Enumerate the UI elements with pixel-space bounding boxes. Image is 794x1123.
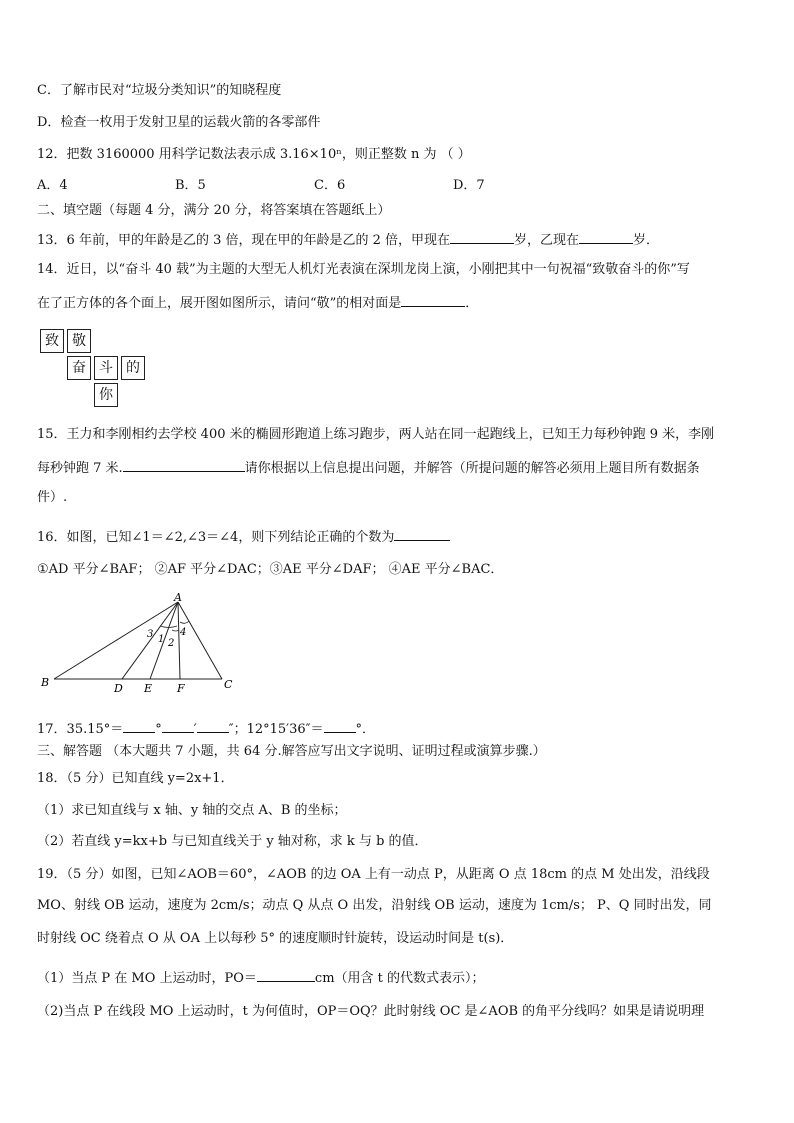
- question-18-part-1: （1）求已知直线与 x 轴、y 轴的交点 A、B 的坐标；: [37, 803, 347, 818]
- q12-option-a: A．4: [37, 178, 68, 193]
- q16-text: 16．如图，已知∠1＝∠2,∠3＝∠4，则下列结论正确的个数为: [37, 530, 395, 545]
- label-a: A: [174, 592, 182, 604]
- net-face: 致: [40, 329, 64, 353]
- angle-arc: [180, 621, 189, 623]
- section-2-heading: 二、填空题（每题 4 分，满分 20 分，将答案填在答题纸上）: [37, 203, 391, 218]
- option-d: D．检查一枚用于发射卫星的运载火箭的各零部件: [37, 115, 321, 130]
- question-14-line-1: 14．近日，以“奋斗 40 载”为主题的大型无人机灯光表演在深圳龙岗上演，小刚把其中一句祝福“致敬奋斗的你”写: [37, 262, 690, 277]
- question-14-line-2: [37, 292, 478, 313]
- net-face: 的: [121, 356, 145, 380]
- label-angle-1: 1: [158, 634, 165, 645]
- net-face: 斗: [94, 356, 118, 380]
- answer-blank[interactable]: [450, 229, 514, 244]
- question-15-line-3: 件）.: [37, 490, 68, 505]
- label-angle-2: 2: [168, 638, 175, 649]
- label-angle-3: 3: [147, 629, 154, 640]
- label-e: E: [144, 682, 153, 695]
- q17-text-b: °: [155, 722, 162, 737]
- q13-text-a: 13．6 年前，甲的年龄是乙的 3 倍，现在甲的年龄是乙的 2 倍，甲现在: [37, 233, 451, 248]
- q13-text-b: 岁，乙现在: [514, 233, 580, 248]
- question-19-line-1: 19．（5 分）如图，已知∠AOB＝60°，∠AOB 的边 OA 上有一动点 P，从距离 O 点 18cm 的点 M 处出发，沿线段: [37, 867, 710, 882]
- answer-blank[interactable]: [324, 718, 356, 733]
- q17-text-d: ″；12°15′36″＝: [228, 722, 324, 737]
- label-b: B: [41, 676, 50, 689]
- q13-text-c: 岁．: [633, 233, 660, 248]
- question-19-line-2: MO、射线 OB 运动，速度为 2cm/s；动点 Q 从点 O 出发，沿射线 OB 运动，速度为 1cm/s； P、Q 同时出发，同: [37, 898, 712, 913]
- question-17: [37, 718, 375, 739]
- q19-1-text-b: cm（用含 t 的代数式表示）；: [314, 971, 485, 986]
- question-19-line-3: 时射线 OC 绕着点 O 从 OA 上以每秒 5° 的速度顺时针旋转，设运动时间是 t(s)．: [37, 931, 514, 946]
- angle-arc: [172, 630, 179, 631]
- answer-blank[interactable]: [123, 718, 155, 733]
- label-angle-4: 4: [180, 627, 187, 638]
- triangle-figure: [30, 592, 240, 696]
- question-18: 18．（5 分）已知直线 y=2x+1．: [37, 771, 234, 786]
- answer-blank[interactable]: [162, 718, 194, 733]
- q17-text-a: 17．35.15°＝: [37, 722, 124, 737]
- option-c: C．了解市民对“垃圾分类知识”的知晓程度: [37, 83, 282, 98]
- q15-text-b: 每秒钟跑 7 米.: [37, 461, 123, 476]
- question-19-part-2: （2)当点 P 在线段 MO 上运动时，t 为何值时，OP＝OQ？此时射线 OC 是∠AOB 的角平分线吗？如果是请说明理: [37, 1004, 705, 1019]
- label-f: F: [177, 682, 185, 695]
- section-3-heading: 三、解答题 （本大题共 7 小题，共 64 分.解答应写出文字说明、证明过程或演算步骤.）: [37, 744, 546, 759]
- q12-option-c: C．6: [314, 178, 346, 193]
- question-15-line-1: 15．王力和李刚相约去学校 400 米的椭圆形跑道上练习跑步，两人站在同一起跑线上，已知王力每秒钟跑 9 米，李刚: [37, 427, 715, 442]
- answer-blank[interactable]: [394, 526, 450, 541]
- q17-text-c: ′: [193, 722, 197, 737]
- q19-1-text-a: （1）当点 P 在 MO 上运动时，PO＝: [37, 971, 257, 986]
- answer-blank[interactable]: [579, 229, 633, 244]
- question-13: [37, 229, 659, 250]
- label-c: C: [224, 678, 233, 691]
- q15-text-c: 请你根据以上信息提出问题，并解答（所提问题的解答必须用上题目所有数据条: [244, 461, 700, 476]
- q16-options: ①AD 平分∠BAF； ②AF 平分∠DAC；③AE 平分∠DAF； ④AE 平分∠BAC．: [37, 562, 504, 577]
- answer-blank[interactable]: [123, 457, 245, 472]
- answer-blank[interactable]: [257, 967, 315, 982]
- net-face: 你: [94, 383, 118, 407]
- q14-text-c: ．: [465, 296, 479, 311]
- segment-af: [178, 602, 180, 679]
- answer-blank[interactable]: [197, 718, 229, 733]
- label-d: D: [114, 682, 123, 695]
- segment-ac: [178, 602, 222, 679]
- question-19-part-1: [37, 967, 485, 988]
- q12-option-d: D．7: [453, 178, 485, 193]
- cube-net-figure: [40, 329, 150, 407]
- q12-option-b: B．5: [175, 178, 206, 193]
- net-face: 敬: [67, 329, 91, 353]
- question-12: 12．把数 3160000 用科学记数法表示成 3.16×10ⁿ，则正整数 n 为 （ ）: [37, 147, 471, 162]
- question-15-line-2: [37, 457, 700, 478]
- question-18-part-2: （2）若直线 y=kx+b 与已知直线关于 y 轴对称，求 k 与 b 的值．: [37, 834, 428, 849]
- question-16: [37, 526, 450, 547]
- net-face: 奋: [67, 356, 91, 380]
- q17-text-e: °．: [355, 722, 376, 737]
- q14-text-b: 在了正方体的各个面上，展开图如图所示，请问“敬”的相对面是: [37, 296, 402, 311]
- answer-blank[interactable]: [401, 292, 465, 307]
